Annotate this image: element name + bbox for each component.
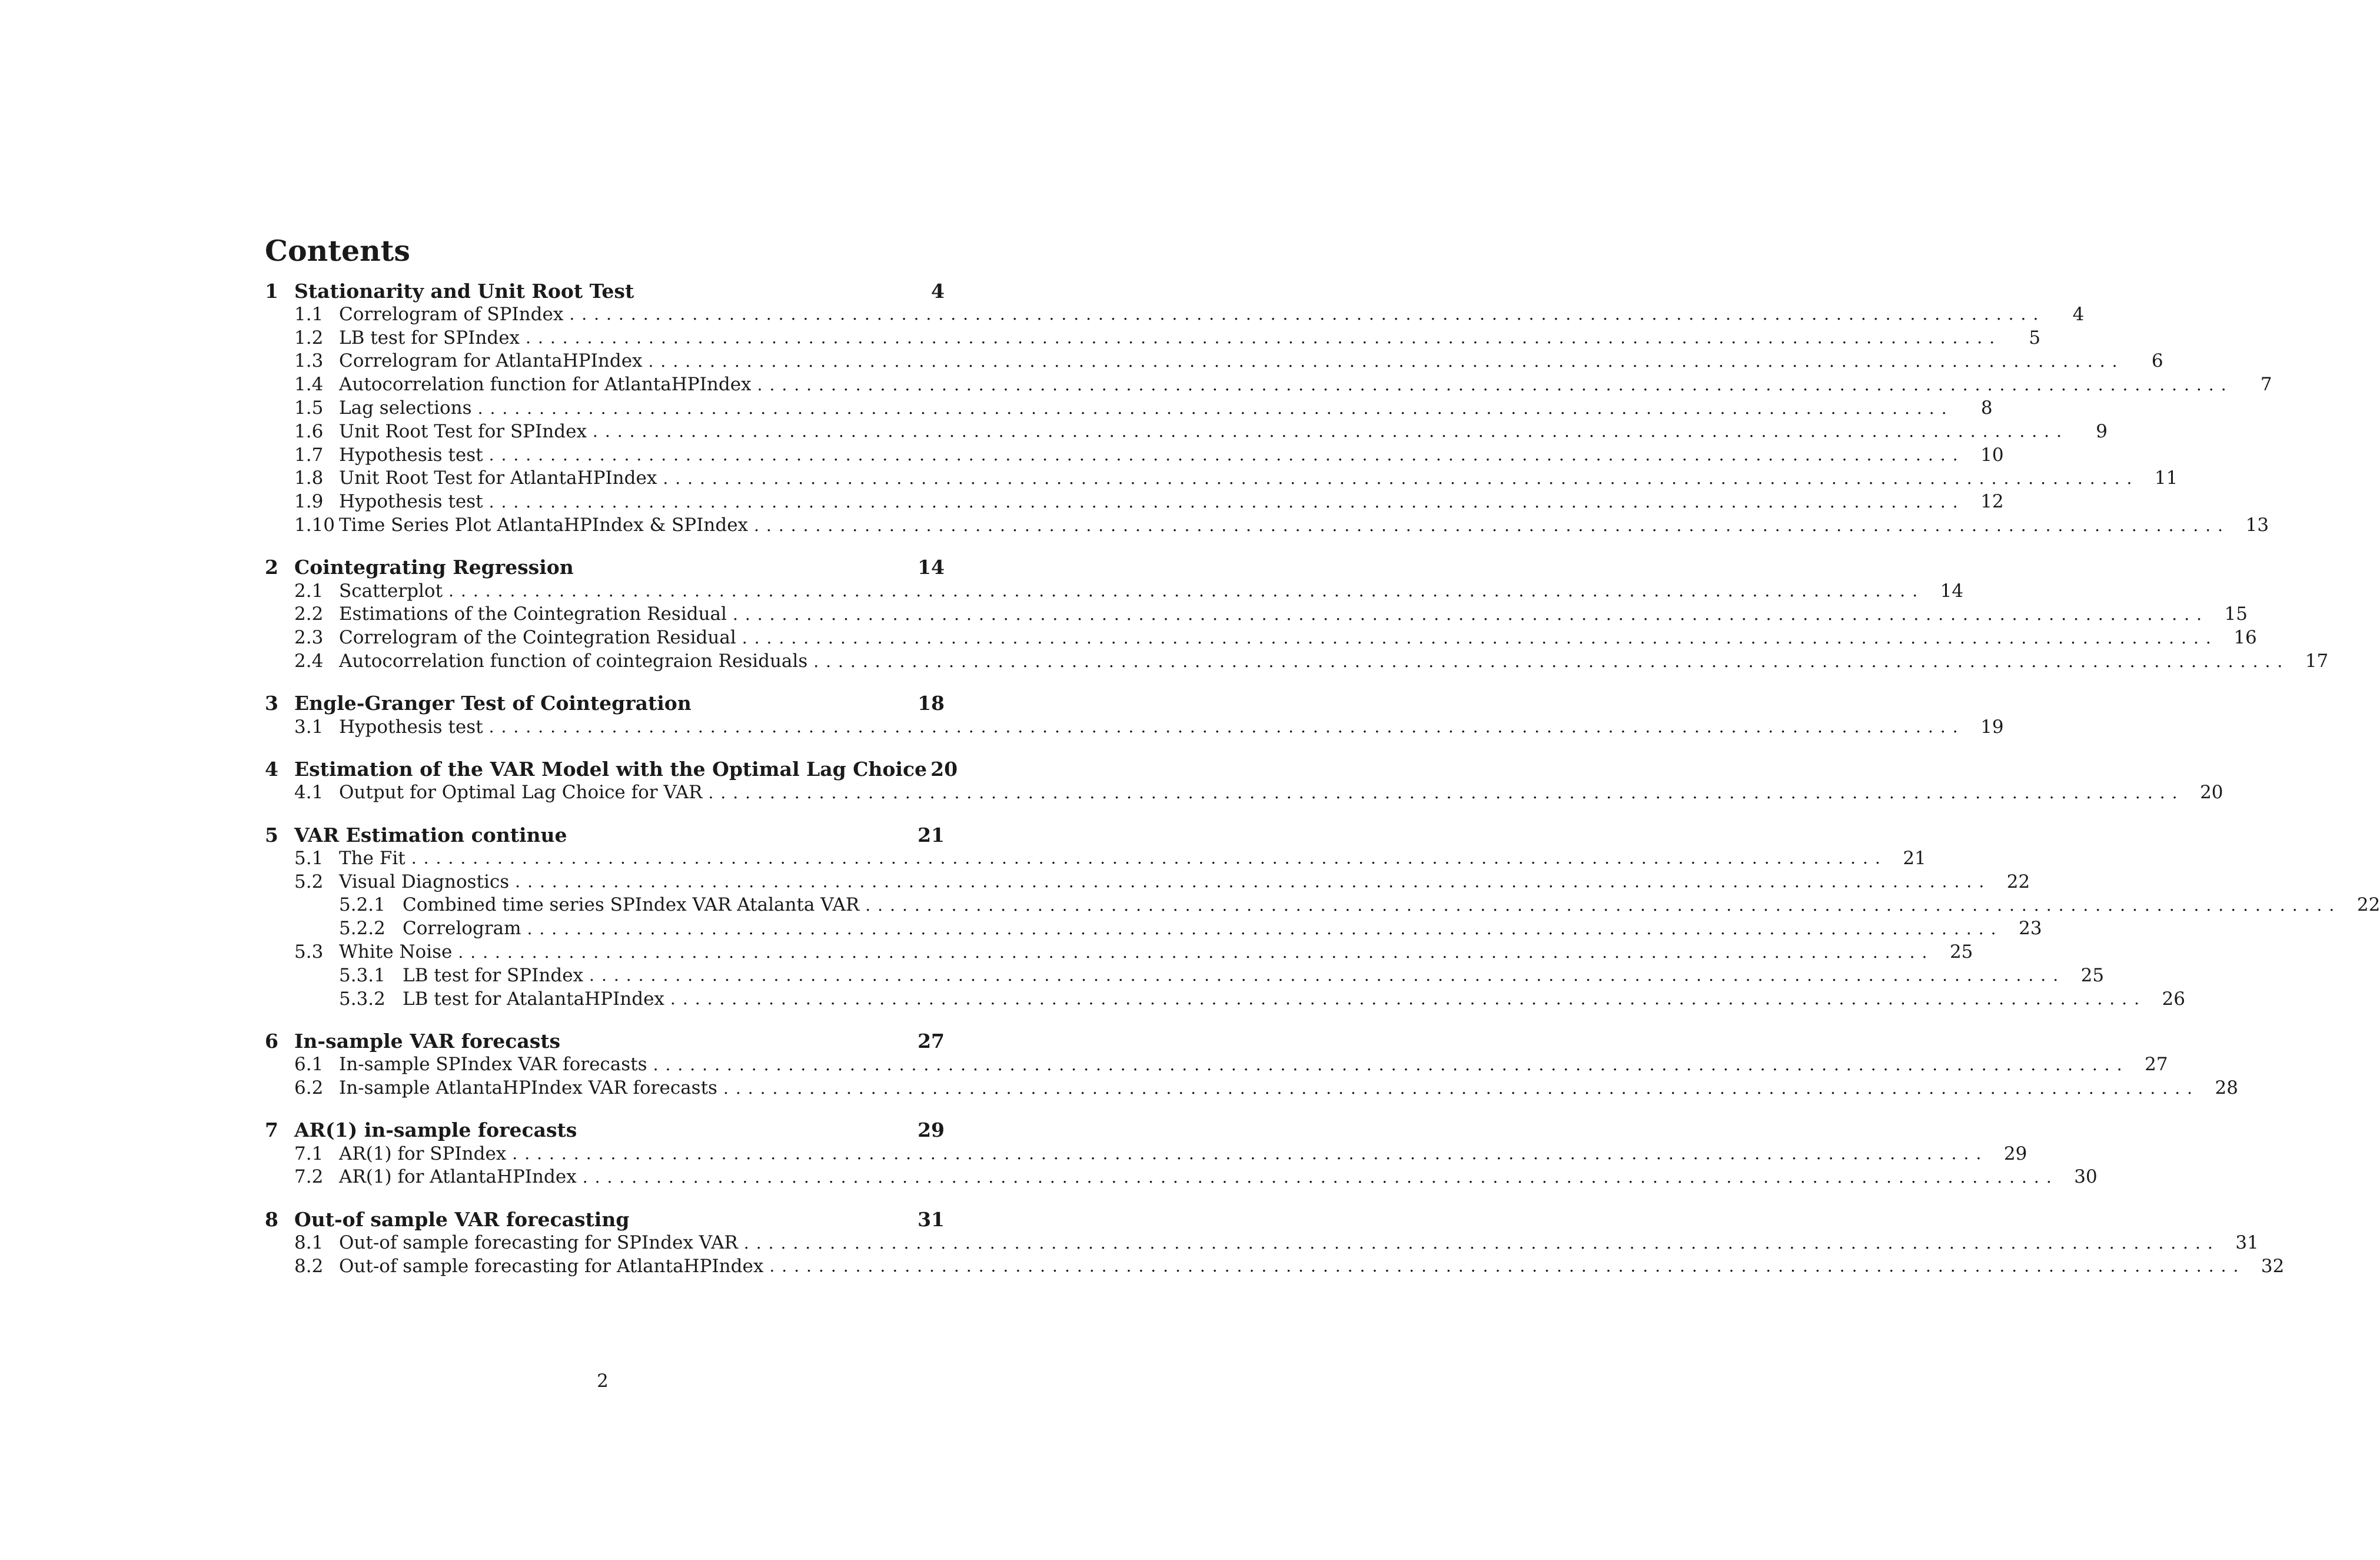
toc-entry-page-number: 29 xyxy=(918,1118,945,1142)
toc-entry-title: AR(1) in-sample forecasts xyxy=(294,1118,577,1142)
toc-entry-number: 2.2 xyxy=(294,603,324,625)
toc-entry-page-number: 25 xyxy=(1949,941,1973,962)
toc-dot-leader: ........................................................................................................................ xyxy=(592,421,2069,442)
toc-subsection-entry[interactable] xyxy=(265,490,2004,513)
page-title: Contents xyxy=(265,234,410,268)
toc-subsection-entry[interactable] xyxy=(265,715,2004,739)
toc-dot-leader: ........................................................................................................................ xyxy=(458,942,1934,962)
toc-entry-number: 4 xyxy=(265,757,278,781)
toc-dot-leader: ........................................................................................................................ xyxy=(865,895,2342,915)
toc-entry-number: 5.3.1 xyxy=(339,964,385,986)
toc-subsubsection-entry[interactable] xyxy=(265,964,2105,987)
toc-entry-title: Autocorrelation function for AtlantaHPIndex xyxy=(339,374,752,396)
toc-section-entry[interactable] xyxy=(265,279,945,303)
toc-subsection-entry[interactable] xyxy=(265,940,1973,964)
toc-entry-page-number: 32 xyxy=(2261,1255,2285,1277)
toc-entry-title: Estimations of the Cointegration Residual xyxy=(339,603,727,625)
toc-subsection-entry[interactable] xyxy=(265,1142,2027,1166)
toc-dot-leader: ........................................................................................................................ xyxy=(663,468,2139,488)
toc-entry-number: 1.2 xyxy=(294,327,324,348)
toc-entry-title: Hypothesis test xyxy=(339,444,483,466)
toc-entry-title: Cointegrating Regression xyxy=(294,556,574,579)
toc-entry-page-number: 17 xyxy=(2305,650,2329,672)
toc-entry-page-number: 13 xyxy=(2245,515,2269,536)
toc-dot-leader: ........................................................................................................................ xyxy=(723,1078,2199,1098)
toc-subsection-entry[interactable] xyxy=(265,602,2248,626)
toc-dot-leader: ........................................................................................................................ xyxy=(670,989,2146,1009)
toc-entry-page-number: 8 xyxy=(1980,397,1993,419)
toc-entry-title: Unit Root Test for AtlantaHPIndex xyxy=(339,467,657,489)
toc-entry-title: Unit Root Test for SPIndex xyxy=(339,420,587,442)
toc-entry-number: 3 xyxy=(265,692,278,715)
toc-entry-number: 2 xyxy=(265,556,278,579)
toc-entry-page-number: 31 xyxy=(918,1207,945,1231)
toc-subsection-entry[interactable] xyxy=(265,847,1926,870)
toc-entry-title: Out-of sample forecasting for AtlantaHPIndex xyxy=(339,1255,764,1277)
toc-entry-number: 5.2 xyxy=(294,871,324,892)
toc-dot-leader: ........................................................................................................................ xyxy=(648,351,2125,371)
toc-section-entry[interactable] xyxy=(265,1207,945,1231)
toc-entry-number: 1.1 xyxy=(294,303,324,325)
toc-entry-title: AR(1) for AtlantaHPIndex xyxy=(339,1166,577,1188)
toc-dot-leader: ........................................................................................................................ xyxy=(488,445,1965,465)
toc-entry-title: Out-of sample VAR forecasting xyxy=(294,1207,630,1231)
toc-entry-number: 5 xyxy=(265,823,278,847)
toc-subsection-entry[interactable] xyxy=(265,373,2272,396)
toc-entry-number: 5.3 xyxy=(294,941,324,962)
toc-entry-title: Correlogram xyxy=(403,918,521,940)
toc-dot-leader: ........................................................................................................................ xyxy=(526,328,2002,348)
toc-dot-leader: ........................................................................................................................ xyxy=(754,515,2231,535)
toc-entry-number: 2.4 xyxy=(294,650,324,672)
toc-entry-page-number: 27 xyxy=(918,1029,945,1053)
toc-entry-page-number: 15 xyxy=(2224,603,2248,625)
toc-entry-page-number: 28 xyxy=(2215,1077,2238,1098)
toc-entry-number: 6.1 xyxy=(294,1054,324,1076)
toc-dot-leader: ........................................................................................................................ xyxy=(743,1233,2220,1253)
toc-entry-title: Engle-Granger Test of Cointegration xyxy=(294,692,692,715)
toc-entry-number: 3.1 xyxy=(294,716,324,738)
toc-entry-page-number: 4 xyxy=(2072,303,2085,325)
toc-entry-page-number: 9 xyxy=(2096,420,2108,442)
toc-entry-page-number: 11 xyxy=(2154,467,2178,489)
toc-entry-page-number: 5 xyxy=(2029,327,2041,348)
toc-entry-number: 2.3 xyxy=(294,627,324,649)
toc-entry-page-number: 7 xyxy=(2260,374,2272,396)
toc-entry-title: Hypothesis test xyxy=(339,491,483,513)
toc-subsection-entry[interactable] xyxy=(265,303,2085,326)
toc-dot-leader: ........................................................................................................................ xyxy=(477,398,1954,418)
toc-subsubsection-entry[interactable] xyxy=(265,917,2042,940)
toc-subsection-entry[interactable] xyxy=(265,870,2030,894)
toc-dot-leader: ........................................................................................................................ xyxy=(527,918,2003,938)
toc-section-entry[interactable] xyxy=(265,823,945,847)
toc-entry-page-number: 10 xyxy=(1980,444,2004,466)
toc-entry-title: Lag selections xyxy=(339,397,472,419)
toc-entry-title: LB test for SPIndex xyxy=(339,327,520,348)
toc-entry-page-number: 18 xyxy=(918,692,945,715)
toc-entry-page-number: 27 xyxy=(2145,1054,2168,1076)
toc-subsection-entry[interactable] xyxy=(265,649,2329,673)
toc-entry-number: 5.1 xyxy=(294,847,324,869)
toc-dot-leader: ........................................................................................................................ xyxy=(569,304,2046,324)
toc-entry-number: 4.1 xyxy=(294,782,324,804)
toc-entry-number: 8 xyxy=(265,1207,278,1231)
toc-subsection-entry[interactable] xyxy=(265,466,2178,490)
toc-subsection-entry[interactable] xyxy=(265,1231,2259,1254)
toc-entry-number: 1.6 xyxy=(294,420,324,442)
toc-entry-number: 1.8 xyxy=(294,467,324,489)
toc-entry-page-number: 30 xyxy=(2074,1166,2098,1188)
toc-entry-title: Autocorrelation function of cointegraion Residuals xyxy=(339,650,808,672)
toc-entry-number: 8.2 xyxy=(294,1255,324,1277)
toc-dot-leader: ........................................................................................................................ xyxy=(732,604,2209,624)
toc-entry-page-number: 6 xyxy=(2151,350,2163,372)
toc-entry-title: Hypothesis test xyxy=(339,716,483,738)
toc-entry-page-number: 23 xyxy=(2019,918,2042,940)
toc-entry-number: 1.3 xyxy=(294,350,324,372)
toc-subsection-entry[interactable] xyxy=(265,1076,2238,1100)
toc-entry-title: In-sample AtlantaHPIndex VAR forecasts xyxy=(339,1077,717,1098)
toc-subsection-entry[interactable] xyxy=(265,1254,2285,1278)
toc-subsubsection-entry[interactable] xyxy=(265,987,2185,1011)
toc-subsection-entry[interactable] xyxy=(265,513,2269,537)
toc-entry-title: In-sample VAR forecasts xyxy=(294,1029,561,1053)
toc-subsection-entry[interactable] xyxy=(265,1053,2168,1076)
toc-dot-leader: ........................................................................................................................ xyxy=(589,965,2066,985)
toc-dot-leader: ........................................................................................................................ xyxy=(515,872,1992,892)
toc-entry-title: AR(1) for SPIndex xyxy=(339,1143,507,1164)
toc-entry-page-number: 22 xyxy=(2006,871,2030,892)
toc-entry-title: Estimation of the VAR Model with the Optimal Lag Choice xyxy=(294,757,928,781)
toc-dot-leader: ........................................................................................................................ xyxy=(757,374,2233,394)
toc-entry-page-number: 19 xyxy=(1980,716,2004,738)
toc-section-entry[interactable] xyxy=(265,1118,945,1142)
toc-dot-leader: ........................................................................................................................ xyxy=(769,1256,2246,1276)
toc-subsection-entry[interactable] xyxy=(265,420,2108,443)
toc-section-entry[interactable] xyxy=(265,692,945,715)
toc-dot-leader: ........................................................................................................................ xyxy=(708,782,2185,802)
toc-entry-page-number: 20 xyxy=(2200,782,2223,804)
toc-entry-title: Output for Optimal Lag Choice for VAR xyxy=(339,782,703,804)
toc-dot-leader: ........................................................................................................................ xyxy=(411,848,1887,868)
toc-entry-number: 1.9 xyxy=(294,491,324,513)
toc-entry-number: 6 xyxy=(265,1029,278,1053)
toc-entry-title: Scatterplot xyxy=(339,580,443,602)
toc-entry-number: 1.7 xyxy=(294,444,324,466)
toc-section-entry[interactable] xyxy=(265,1029,945,1053)
table-of-contents xyxy=(265,0,2380,1560)
toc-subsection-entry[interactable] xyxy=(265,579,1964,603)
toc-subsection-entry[interactable] xyxy=(265,781,2223,804)
toc-entry-title: Stationarity and Unit Root Test xyxy=(294,279,634,303)
toc-entry-page-number: 29 xyxy=(2003,1143,2027,1164)
toc-dot-leader: ........................................................................................................................ xyxy=(742,628,2218,648)
toc-section-entry[interactable] xyxy=(265,757,958,781)
toc-entry-title: LB test for AtalantaHPIndex xyxy=(403,988,664,1010)
toc-dot-leader: ........................................................................................................................ xyxy=(653,1054,2129,1074)
toc-entry-page-number: 25 xyxy=(2080,964,2105,986)
toc-dot-leader: ........................................................................................................................ xyxy=(488,492,1965,512)
toc-entry-number: 5.3.2 xyxy=(339,988,385,1010)
toc-entry-page-number: 22 xyxy=(2356,894,2380,916)
toc-subsubsection-entry[interactable] xyxy=(265,893,2380,917)
toc-entry-title: LB test for SPIndex xyxy=(403,964,584,986)
toc-entry-number: 5.2.1 xyxy=(339,894,385,916)
toc-dot-leader: ........................................................................................................................ xyxy=(488,717,1965,737)
toc-entry-title: Combined time series SPIndex VAR Atalanta VAR xyxy=(403,894,860,916)
toc-entry-number: 1.5 xyxy=(294,397,324,419)
toc-entry-title: Visual Diagnostics xyxy=(339,871,510,892)
toc-entry-number: 6.2 xyxy=(294,1077,324,1098)
toc-entry-title: Correlogram of SPIndex xyxy=(339,303,564,325)
toc-entry-title: Time Series Plot AtlantaHPIndex & SPIndex xyxy=(339,515,749,536)
toc-subsection-entry[interactable] xyxy=(265,349,2163,373)
toc-entry-number: 1 xyxy=(265,279,278,303)
toc-entry-number: 7.1 xyxy=(294,1143,324,1164)
toc-entry-title: The Fit xyxy=(339,847,405,869)
toc-subsection-entry[interactable] xyxy=(265,443,2004,467)
toc-entry-number: 7 xyxy=(265,1118,278,1142)
toc-dot-leader: ........................................................................................................................ xyxy=(582,1167,2059,1187)
toc-entry-page-number: 26 xyxy=(2162,988,2185,1010)
toc-entry-title: Out-of sample forecasting for SPIndex VAR xyxy=(339,1232,738,1253)
toc-entry-page-number: 21 xyxy=(918,823,945,847)
toc-entry-number: 1.10 xyxy=(294,515,335,536)
toc-entry-title: In-sample SPIndex VAR forecasts xyxy=(339,1054,647,1076)
page-number: 2 xyxy=(597,1370,609,1392)
toc-entry-title: White Noise xyxy=(339,941,453,962)
toc-entry-page-number: 14 xyxy=(918,556,945,579)
toc-entry-page-number: 4 xyxy=(931,279,945,303)
toc-dot-leader: ........................................................................................................................ xyxy=(448,581,1925,601)
toc-section-entry[interactable] xyxy=(265,556,945,579)
toc-entry-title: Correlogram for AtlantaHPIndex xyxy=(339,350,643,372)
toc-entry-number: 2.1 xyxy=(294,580,324,602)
toc-dot-leader: ........................................................................................................................ xyxy=(813,651,2290,671)
toc-subsection-entry[interactable] xyxy=(265,326,2041,350)
toc-entry-title: VAR Estimation continue xyxy=(294,823,567,847)
toc-subsection-entry[interactable] xyxy=(265,1165,2098,1189)
toc-entry-page-number: 16 xyxy=(2233,627,2257,649)
toc-entry-title: Correlogram of the Cointegration Residual xyxy=(339,627,736,649)
toc-dot-leader: ........................................................................................................................ xyxy=(512,1144,1989,1164)
toc-entry-page-number: 20 xyxy=(930,757,958,781)
toc-entry-page-number: 21 xyxy=(1903,847,1926,869)
toc-entry-number: 7.2 xyxy=(294,1166,324,1188)
toc-entry-number: 1.4 xyxy=(294,374,324,396)
toc-entry-number: 8.1 xyxy=(294,1232,324,1253)
toc-entry-page-number: 31 xyxy=(2235,1232,2259,1253)
toc-entry-page-number: 14 xyxy=(1940,580,1964,602)
toc-subsection-entry[interactable] xyxy=(265,396,1993,420)
toc-subsection-entry[interactable] xyxy=(265,626,2257,649)
toc-entry-number: 5.2.2 xyxy=(339,918,385,940)
toc-entry-page-number: 12 xyxy=(1980,491,2004,513)
